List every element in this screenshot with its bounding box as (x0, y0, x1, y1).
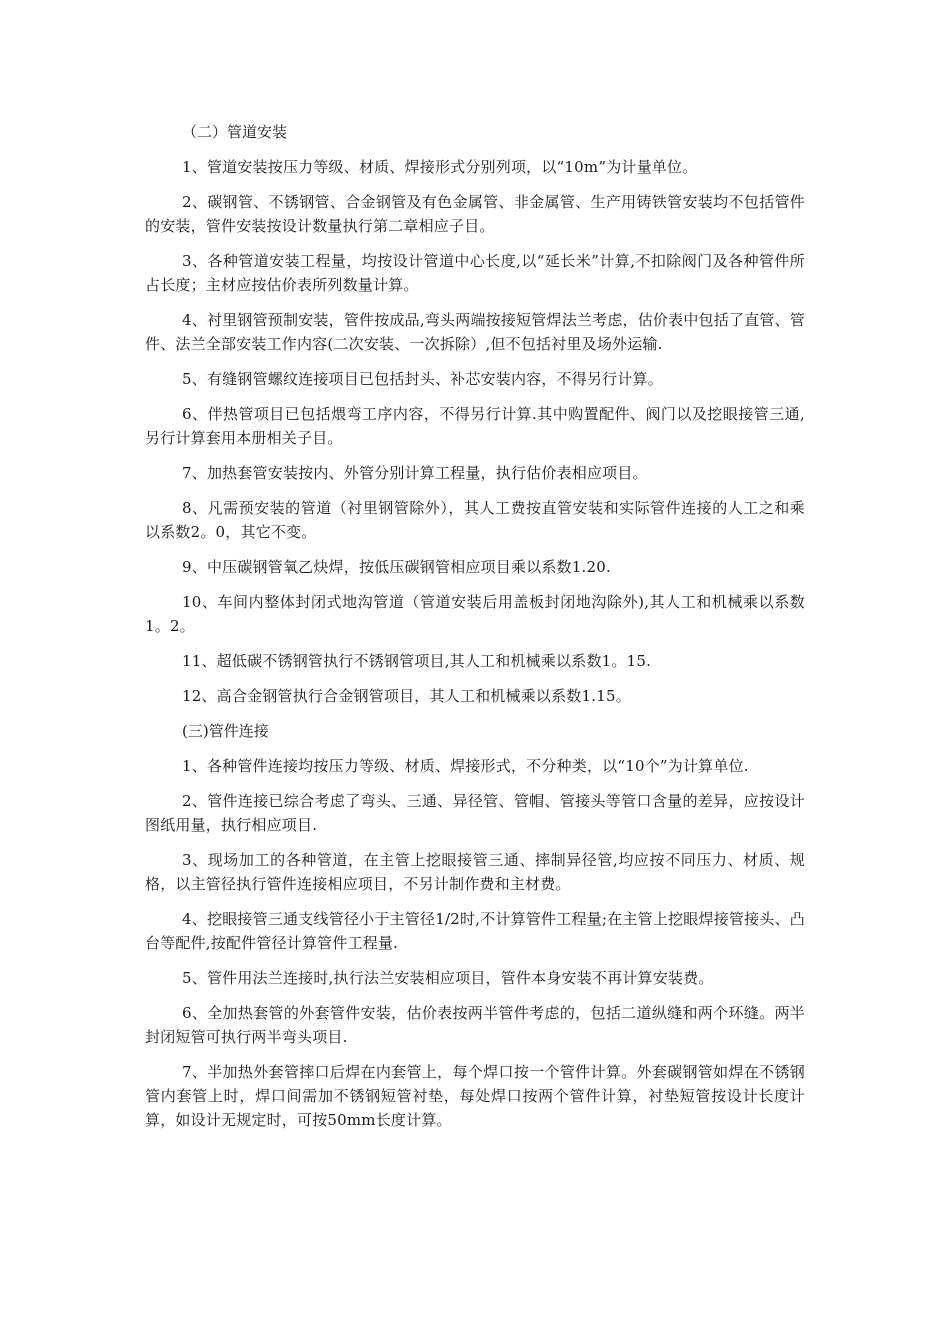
section-heading-fitting-connection: (三)管件连接 (182, 722, 269, 740)
paragraph: 5、管件用法兰连接时,执行法兰安装相应项目，管件本身安装不再计算安装费。 (182, 969, 714, 987)
paragraph: 7、加热套管安装按内、外管分别计算工程量，执行估价表相应项目。 (182, 464, 648, 482)
paragraph: 1、各种管件连接均按压力等级、材质、焊接形式，不分种类，以“10个”为计算单位. (182, 757, 749, 775)
paragraph: 4、挖眼接管三通支线管径小于主管径1/2时,不计算管件工程量;在主管上挖眼焊接管接头、凸台等配件,按配件管径计算管件工程量. (145, 910, 805, 952)
paragraph: 3、现场加工的各种管道，在主管上挖眼接管三通、摔制异径管,均应按不同压力、材质、规格，以主管径执行管件连接相应项目，不另计制作费和主材费。 (145, 851, 805, 893)
paragraph: 8、凡需预安装的管道（衬里钢管除外），其人工费按直管安装和实际管件连接的人工之和乘以系数2。0，其它不变。 (145, 499, 805, 541)
paragraph: 2、管件连接已综合考虑了弯头、三通、异径管、管帽、管接头等管口含量的差异，应按设计图纸用量，执行相应项目. (145, 792, 805, 834)
paragraph: 6、伴热管项目已包括煨弯工序内容，不得另行计算.其中购置配件、阀门以及挖眼接管三通,另行计算套用本册相关子目。 (145, 405, 805, 447)
paragraph: 10、车间内整体封闭式地沟管道（管道安装后用盖板封闭地沟除外),其人工和机械乘以系数1。2。 (145, 593, 805, 635)
paragraph: 11、超低碳不锈钢管执行不锈钢管项目,其人工和机械乘以系数1。15. (182, 652, 652, 670)
paragraph: 5、有缝钢管螺纹连接项目已包括封头、补芯安装内容，不得另行计算。 (182, 370, 663, 388)
paragraph: 7、半加热外套管摔口后焊在内套管上，每个焊口按一个管件计算。外套碳钢管如焊在不锈钢管内套管上时，焊口间需加不锈钢短管衬垫，每处焊口按两个管件计算，衬垫短管按设计长度计算，如设计无规定时，可按50mm长度计算。 (145, 1063, 805, 1129)
paragraph: 6、全加热套管的外套管件安装，估价表按两半管件考虑的，包括二道纵缝和两个环缝。两半封闭短管可执行两半弯头项目. (145, 1004, 805, 1046)
paragraph: 4、衬里钢管预制安装，管件按成品,弯头两端按接短管焊法兰考虑，估价表中包括了直管、管件、法兰全部安装工作内容(二次安装、一次拆除）,但不包括衬里及场外运输. (145, 311, 805, 353)
paragraph: 2、碳钢管、不锈钢管、合金钢管及有色金属管、非金属管、生产用铸铁管安装均不包括管件的安装，管件安装按设计数量执行第二章相应子目。 (145, 193, 805, 235)
paragraph: 9、中压碳钢管氧乙炔焊，按低压碳钢管相应项目乘以系数1.20. (182, 558, 611, 576)
document-body (145, 120, 805, 1143)
paragraph: 12、高合金钢管执行合金钢管项目，其人工和机械乘以系数1.15。 (182, 687, 631, 705)
paragraph: 1、管道安装按压力等级、材质、焊接形式分别列项，以“10m”为计量单位。 (182, 158, 698, 176)
paragraph: 3、各种管道安装工程量，均按设计管道中心长度,以“延长米”计算,不扣除阀门及各种管件所占长度；主材应按估价表所列数量计算。 (145, 252, 805, 294)
section-heading-pipe-installation: （二）管道安装 (182, 123, 288, 141)
